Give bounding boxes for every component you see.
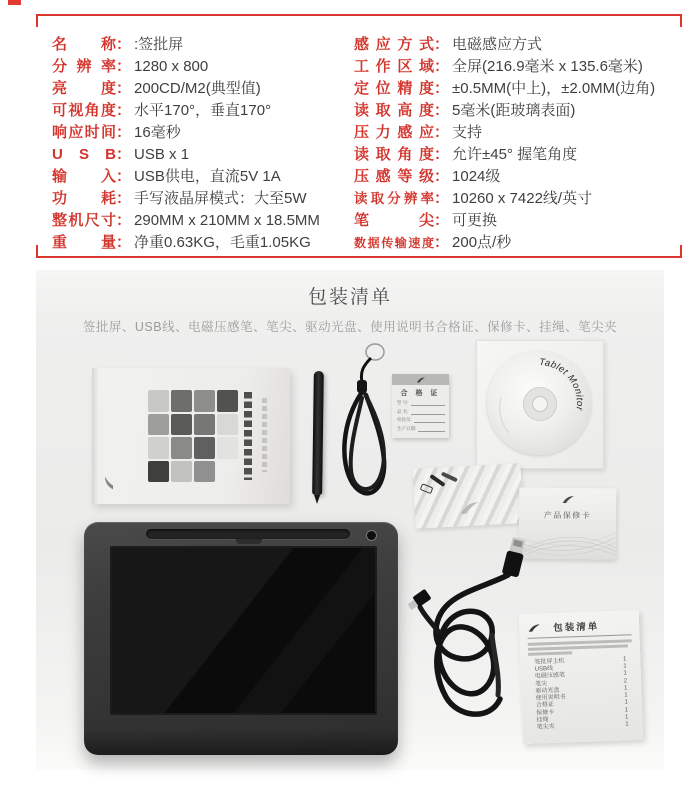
spec-label: 名 称 [52,36,116,53]
spec-value: 5毫米(距玻璃表面) [452,102,576,119]
spec-label: 定位精度 [354,80,434,97]
brand-logo-icon [101,475,119,491]
spec-row [354,232,682,254]
certificate-field [397,409,445,415]
spec-value: 290MM x 210MM x 18.5MM [134,212,320,229]
signature-tablet-photo [84,522,398,755]
item-name: 挂绳 [536,717,549,724]
cd-label-text: Tablet Monitor [538,356,586,412]
packing-list-title: 包装清单 [307,287,392,308]
spec-label: 读取分辨率 [354,191,434,206]
spec-row [354,78,682,100]
spec-colon: ： [434,80,450,97]
certificate-field-label: 生产日期: [397,425,417,431]
spec-colon: ： [434,58,450,75]
spec-label: 读取角度 [354,146,434,163]
spec-colon: ： [434,190,450,207]
item-qty: 1 [624,714,629,721]
spec-label: 读取高度 [354,102,434,119]
spec-row [52,166,352,188]
item-name: USB线 [534,665,554,673]
packing-card-header [527,617,632,639]
certificate-field-label: 品 名: [397,408,409,414]
item-qty: 1 [623,685,628,692]
spec-label: 笔 尖 [354,212,434,229]
item-qty: 1 [624,707,629,714]
brand-logo-icon [561,495,575,504]
spec-row [52,100,352,122]
usb-a-connector [502,537,528,578]
spec-value: 1024级 [452,168,501,185]
certificate-field [397,417,445,423]
manual-booklet-photo [92,368,290,504]
tablet-screen [110,546,377,715]
certificate-header [392,374,449,385]
page-corner-mark [8,0,21,5]
svg-text:Tablet Monitor [539,357,585,412]
frame-corner [680,14,682,27]
brand-logo-icon [416,377,426,383]
spec-label: 可视角度 [52,102,116,119]
spec-value: 允许±45° 握笔角度 [452,146,578,163]
spec-colon: ： [434,168,450,185]
item-qty: 1 [624,692,628,699]
fill-in-line [414,418,445,423]
spec-value: 1280 x 800 [134,58,209,75]
spec-label: 工作区域 [354,58,434,75]
fine-print-line [528,644,628,650]
packing-list-items-line: 签批屏、USB线、电磁压感笔、笔尖、驱动光盘、使用说明书合格证、保修卡、挂绳、笔尖夹 [82,320,618,334]
packing-section [36,270,664,770]
frame-top-line [36,14,682,16]
item-qty: 1 [625,721,629,728]
item-name: 驱动光盘 [535,687,560,695]
pen-groove [146,529,350,539]
spec-colon: ： [434,102,450,119]
spec-value: :签批屏 [134,36,184,53]
spec-value: 电磁感应方式 [452,36,543,53]
brand-logo-icon [527,623,541,632]
packing-card-item-list [528,656,634,733]
certificate-field-label: 型 号: [397,400,409,406]
manual-vertical-title [244,392,252,480]
spec-value: USB x 1 [134,146,190,163]
certificate-field-label: 检验员: [397,417,412,423]
groove-notch [236,539,262,544]
spec-value: 可更换 [452,212,498,229]
manual-vertical-subtext [262,398,267,472]
item-name: 笔尖夹 [536,724,555,731]
spec-column-right [354,34,682,254]
spec-label: 数据传输速度 [354,236,434,250]
spec-row [52,122,352,144]
spec-label: 分 辨 率 [52,58,116,75]
spec-row [354,144,682,166]
frame-corner [36,14,38,27]
spec-row [354,188,682,210]
item-name: 使用说明书 [535,694,566,702]
spec-row [354,100,682,122]
spec-row [52,56,352,78]
item-qty: 1 [622,656,627,663]
spec-label: 亮 度 [52,80,116,97]
spec-label: 响应时间 [52,124,116,141]
frame-bottom-line [36,256,682,258]
spec-table [36,34,682,254]
packing-list-card-photo [519,610,643,744]
stylus-pen-photo [312,371,324,495]
spec-colon: ： [116,146,132,163]
item-qty: 1 [624,699,629,706]
power-led [366,530,377,541]
pen-nib [441,472,458,482]
item-qty: 1 [623,670,628,677]
fine-print-line [528,651,572,655]
certificate-field [397,400,445,406]
spec-row [52,144,352,166]
spec-row [354,210,682,232]
item-name: 合格证 [535,702,555,710]
cd-disc [487,351,591,455]
spec-colon: ： [434,146,450,163]
certificate-title: 合 格 证 [400,390,441,397]
spec-value: 200点/秒 [452,234,512,251]
bag-print-icon [458,499,481,521]
item-name: 保修卡 [536,709,555,717]
spec-value: ±0.5MM(中上)，±2.0MM(边角) [452,80,656,97]
spec-colon: ： [434,124,450,141]
spec-row [52,232,352,254]
spec-column-left [52,34,352,254]
spec-colon: ： [116,124,132,141]
spec-label: U S B [52,146,116,163]
spec-value: 手写液晶屏模式：大至5W [134,190,307,207]
manual-cover-grid [148,390,238,482]
warranty-card-title: 产品保修卡 [543,510,592,521]
spec-label: 输 入 [52,168,116,185]
spec-value: 水平170°，垂直170° [134,102,272,119]
item-name: 笔尖 [535,680,548,688]
spec-value: 16毫秒 [134,124,181,141]
spec-row [52,34,352,56]
packing-card-title: 包装清单 [553,621,600,634]
spec-colon: ： [434,212,450,229]
spec-colon: ： [116,234,132,251]
item-qty: 2 [623,677,628,685]
spec-value: 全屏(216.9毫米 x 135.6毫米) [452,58,643,75]
spec-section [36,14,682,258]
spec-colon: ： [116,190,132,207]
nib-clip [420,483,434,494]
spec-row [52,188,352,210]
spec-label: 整机尺寸 [52,212,116,229]
certificate-card-photo [392,374,449,438]
spec-value: 支持 [452,124,483,141]
pen-nib-bag-photo [413,463,524,529]
spec-row [52,78,352,100]
spec-colon: ： [116,58,132,75]
certificate-field [397,426,445,432]
driver-cd-photo [476,340,604,469]
spec-value: 10260 x 7422线/英寸 [452,190,593,207]
spec-row [354,166,682,188]
spec-colon: ： [434,36,450,53]
spec-row [354,34,682,56]
spec-colon: ： [116,36,132,53]
spec-row [52,210,352,232]
spec-label: 压力感应 [354,124,434,141]
item-name: 签批屏主机 [534,658,565,666]
fill-in-line [411,410,445,415]
fill-in-line [411,401,445,406]
item-name: 电磁压感笔 [534,672,566,680]
spec-colon: ： [116,168,132,185]
spec-value: USB供电，直流5V 1A [134,168,281,185]
fill-in-line [418,427,445,432]
spec-colon: ： [116,102,132,119]
spec-label: 重 量 [52,234,116,251]
spec-label: 感应方式 [354,36,434,53]
item-qty: 1 [623,663,627,670]
spec-label: 功 耗 [52,190,116,207]
spec-colon: ： [434,234,450,251]
spec-row [354,122,682,144]
spec-label: 压感等级 [354,168,434,185]
spec-colon: ： [116,212,132,229]
spec-colon: ： [116,80,132,97]
spec-value: 200CD/M2(典型值) [134,80,261,97]
spec-row [354,56,682,78]
spec-value: 净重0.63KG，毛重1.05KG [134,234,311,251]
